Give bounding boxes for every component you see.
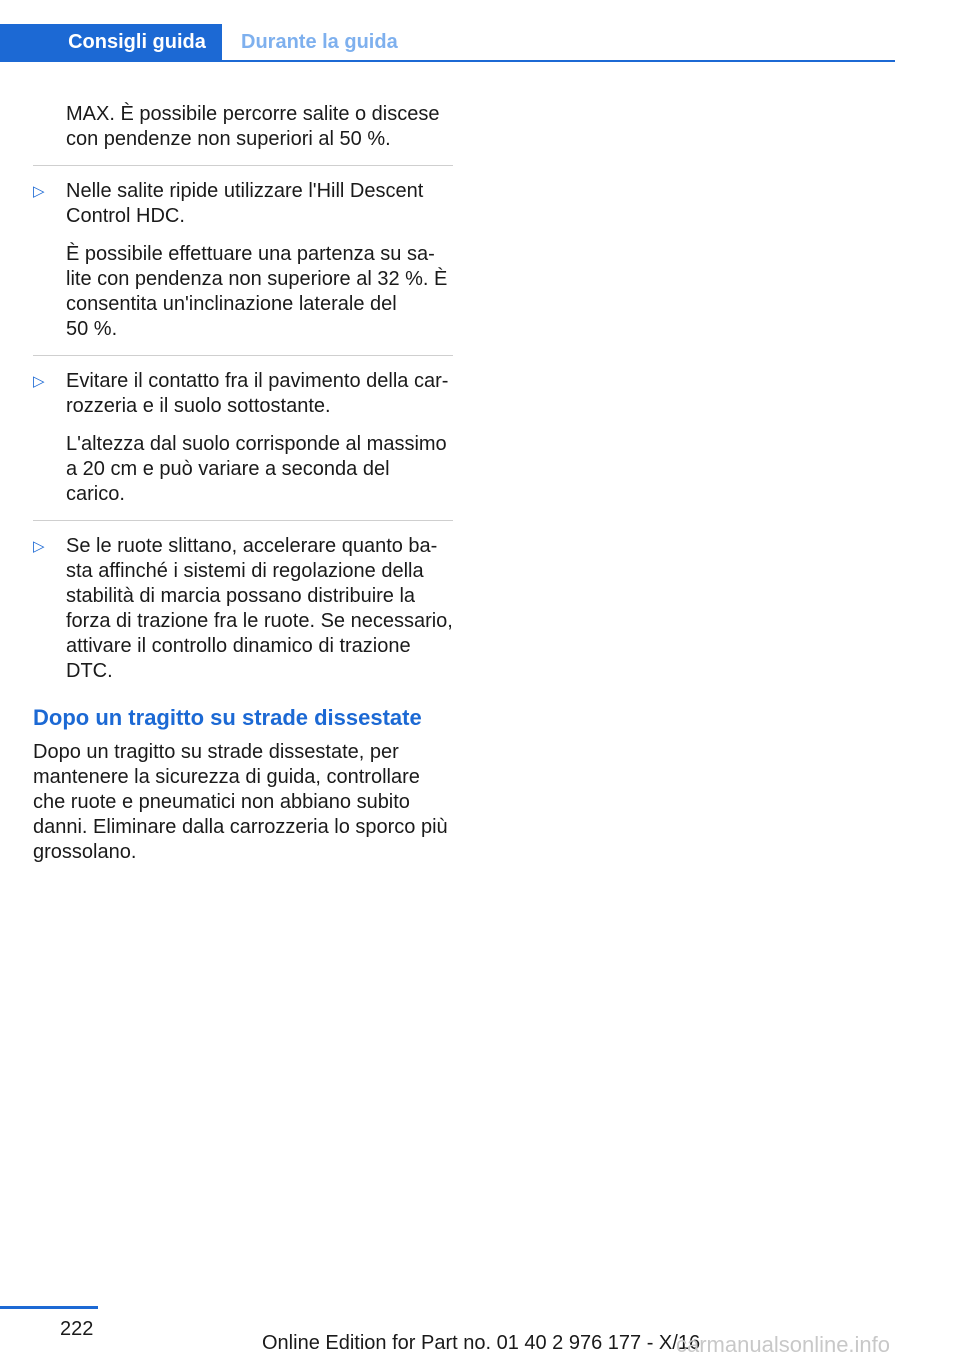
section-heading: Dopo un tragitto su strade dissestate <box>33 705 422 730</box>
divider <box>33 165 453 166</box>
triangle-bullet-icon: ▷ <box>33 373 45 390</box>
intro-paragraph: MAX. È possibile percorre salite o discese con pendenze non superiori al 50 %. <box>66 103 440 150</box>
triangle-bullet-icon: ▷ <box>33 538 45 555</box>
tab-durante-la-guida[interactable]: Durante la guida <box>241 30 398 53</box>
tab-consigli-guida[interactable]: Consigli guida <box>0 24 222 60</box>
triangle-bullet-icon: ▷ <box>33 183 45 200</box>
section-paragraph: Dopo un tragitto su strade dissestate, per mantenere la sicurezza di guida, controllare che ruote e pneumatici non abbiano subito danni. Eliminare dalla carrozzeria lo sporco più grossolano. <box>33 741 448 863</box>
divider <box>33 520 453 521</box>
edition-text: Online Edition for Part no. 01 40 2 976 177 - X/16 <box>262 1332 701 1354</box>
page-header <box>0 0 960 62</box>
page-number: 222 <box>60 1318 94 1340</box>
watermark: carmanualsonline.info <box>676 1332 891 1357</box>
divider <box>33 355 453 356</box>
list-item <box>33 369 453 507</box>
header-divider <box>0 60 895 62</box>
content-column <box>33 102 453 878</box>
list-item-text: È possibile effettuare una partenza su sa- lite con pendenza non superiore al 32 %. È consentita un'inclinazione laterale del 50 %. <box>66 243 448 340</box>
list-item <box>33 534 453 684</box>
list-item-text: Se le ruote slittano, accelerare quanto ba- sta affinché i sistemi di regolazione della stabilità di marcia possano distribuire la forza di trazione fra le ruote. Se necessario, attivare il controllo dinamico di trazione DTC. <box>66 535 453 682</box>
footer-divider <box>0 1306 98 1309</box>
list-item-text: L'altezza dal suolo corrisponde al massimo a 20 cm e può variare a seconda del carico. <box>66 433 447 505</box>
list-item <box>33 179 453 342</box>
list-item-text: Evitare il contatto fra il pavimento della car- rozzeria e il suolo sottostante. <box>66 370 449 417</box>
list-item-text: Nelle salite ripide utilizzare l'Hill Descent Control HDC. <box>66 180 424 227</box>
